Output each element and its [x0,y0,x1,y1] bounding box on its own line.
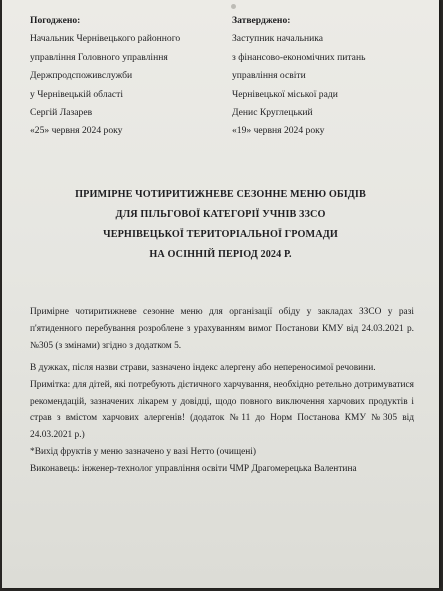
title-line: ЧЕРНІВЕЦЬКОЇ ТЕРИТОРІАЛЬНОЇ ГРОМАДИ [103,229,338,240]
document-page [2,0,439,588]
agreed-line: Начальник Чернівецького районного [30,33,181,45]
agreed-signatory: Сергій Лазарев [30,107,93,119]
title-line: ДЛЯ ПІЛЬГОВОЇ КАТЕГОРІЇ УЧНІВ ЗЗСО [115,209,326,220]
intro-paragraph: Примірне чотиритижневе сезонне меню для організації обіду у закладах ЗЗСО у разі п'ятиденного перебування розроблене з урахуванням вимог Постанови КМУ від 24.03.2021 р. №305 (з змінами) згідно з додатком 5. [30,307,414,351]
title-line: НА ОСІННІЙ ПЕРІОД 2024 Р. [149,249,292,260]
approved-column [232,12,365,141]
agreed-line: Держпродспоживслужби [30,70,133,82]
approved-line: управління освіти [232,70,306,82]
approved-line: Заступник начальника [232,33,324,45]
document-body [30,304,414,478]
allergen-note: В дужках, після назви страви, зазначено індекс алергену або непереносимої речовини. [30,362,376,373]
document-title [2,185,439,265]
remark-text: для дітей, які потребують дієтичного харчування, необхідно ретельно дотримуватися рекомендацій, зазначених лікарем у довідці, щодо повного виключення харчових продуктів і страв з вмістом харчових алергенів! (додаток №11 до Норм Постанова КМУ №305 від 24.03.2021 р.) [30,379,414,441]
agreed-date: «25» червня 2024 року [30,125,123,137]
approved-signatory: Денис Круглецький [232,107,313,119]
title-line: ПРИМІРНЕ ЧОТИРИТИЖНЕВЕ СЕЗОННЕ МЕНЮ ОБІДІВ [75,189,366,200]
punch-hole-mark [231,4,236,9]
agreed-line: у Чернівецькій області [30,88,123,100]
agreed-line: управління Головного управління [30,51,168,63]
fruit-note: *Вихід фруктів у меню зазначено у вазі Нетто (очищені) [30,447,256,458]
remark-label: Примітка: [30,379,71,390]
approved-date: «19» червня 2024 року [232,125,325,137]
agreed-column [30,12,180,141]
executor-line: Виконавець: інженер-технолог управління освіти ЧМР Драгомерецька Валентина [30,464,357,475]
approved-line: з фінансово-економічних питань [232,51,366,63]
approved-heading: Затверджено: [232,15,291,26]
remark-paragraph [30,377,414,445]
approved-line: Чернівецької міської ради [232,88,338,100]
agreed-heading: Погоджено: [30,15,81,26]
